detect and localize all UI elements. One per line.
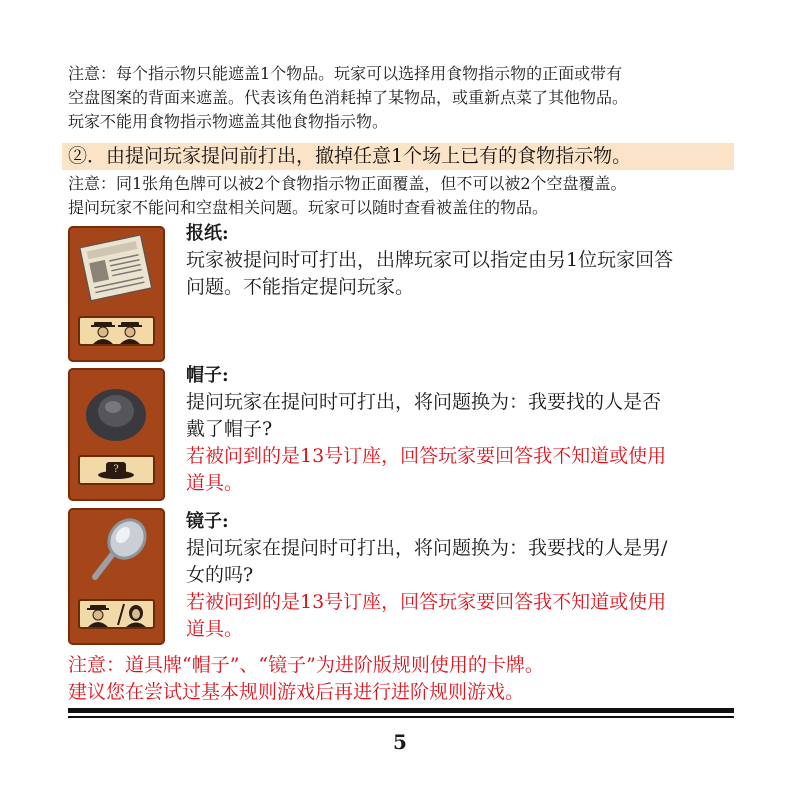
item-line: 提问玩家在提问时可打出，将问题换为：我要找的人是否 [186, 391, 662, 413]
mirror-card [68, 508, 165, 645]
item-title: 镜子: [186, 511, 229, 532]
item-title: 帽子: [186, 365, 229, 386]
intro-note-line: 空盘图案的背面来遮盖。代表该角色消耗掉了某物品，或重新点菜了其他物品。 [68, 88, 629, 107]
page-number: 5 [393, 730, 407, 754]
rule-note [68, 172, 738, 220]
card-plate [78, 316, 155, 346]
item-warning-line: 道具。 [186, 472, 244, 494]
card-plate [78, 455, 155, 485]
item-line: 提问玩家在提问时可打出，将问题换为：我要找的人是男/ [186, 537, 668, 559]
intro-note-line: 玩家不能用食物指示物遮盖其他食物指示物。 [68, 112, 389, 131]
item-line: 问题。不能指定提问玩家。 [186, 276, 415, 298]
final-note-line: 建议您在尝试过基本规则游戏后再进行进阶规则游戏。 [68, 681, 525, 703]
final-note-line: 注意：道具牌“帽子”、“镜子”为进阶版规则使用的卡牌。 [68, 654, 544, 676]
item-mirror [186, 508, 746, 643]
newspaper-icon [75, 233, 158, 305]
hand-mirror-icon [75, 515, 158, 587]
final-note [68, 652, 544, 706]
rule-highlight: ②．由提问玩家提问前打出，撤掉任意1个场上已有的食物指示物。 [62, 143, 734, 170]
item-line: 玩家被提问时可打出，出牌玩家可以指定由另1位玩家回答 [186, 249, 674, 271]
rule-note-line: 注意：同1张角色牌可以被2个食物指示物正面覆盖，但不可以被2个空盘覆盖。 [68, 174, 627, 193]
two-people-icon [80, 318, 153, 344]
item-newspaper [186, 220, 746, 301]
item-hat [186, 362, 746, 497]
intro-note-line: 注意：每个指示物只能遮盖1个物品。玩家可以选择用食物指示物的正面或带有 [68, 64, 623, 83]
item-line: 女的吗? [186, 564, 254, 586]
item-warning-line: 若被问到的是13号订座，回答玩家要回答我不知道或使用 [186, 445, 667, 467]
rule-note-line: 提问玩家不能问和空盘相关问题。玩家可以随时查看被盖住的物品。 [68, 198, 549, 217]
item-line: 戴了帽子? [186, 418, 273, 440]
divider-thin [68, 716, 734, 718]
item-warning-line: 若被问到的是13号订座，回答玩家要回答我不知道或使用 [186, 591, 667, 613]
card-plate [78, 599, 155, 629]
intro-note [68, 62, 738, 134]
hat-silhouette-icon [80, 457, 153, 483]
hat-card [68, 368, 165, 501]
item-title: 报纸: [186, 223, 229, 244]
svg-text:?: ? [113, 464, 119, 475]
newspaper-card [68, 226, 165, 362]
hat-icon [75, 375, 158, 447]
man-woman-icon [80, 601, 153, 627]
divider-thick [68, 708, 734, 713]
item-warning-line: 道具。 [186, 618, 244, 640]
